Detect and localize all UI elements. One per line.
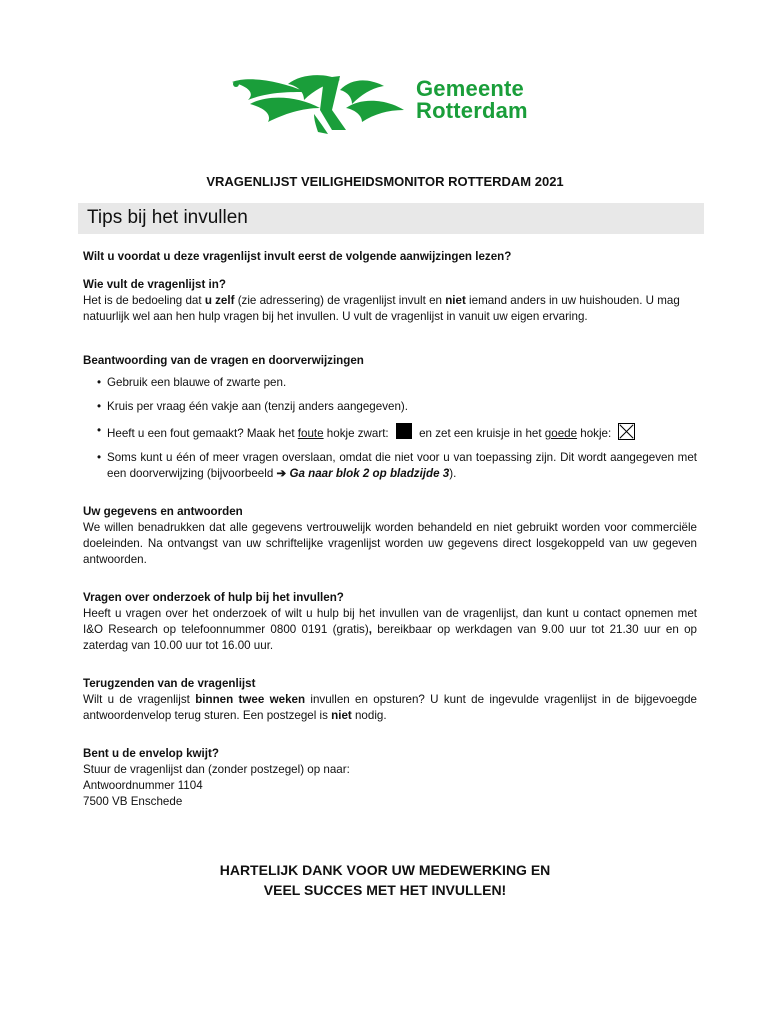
page-title: VRAGENLIJST VEILIGHEIDSMONITOR ROTTERDAM 2021 bbox=[206, 174, 564, 189]
return-text: Wilt u de vragenlijst binnen twee weken invullen en opsturen? U kunt de ingevulde vragenlijst in de bijgevoegde antwoordenvelop terug sturen. Een postzegel is niet nodig. bbox=[83, 693, 697, 722]
list-item: • Gebruik een blauwe of zwarte pen. bbox=[83, 375, 697, 391]
data-block bbox=[83, 504, 697, 568]
logo-wordmark bbox=[416, 78, 528, 122]
envelope-heading: Bent u de envelop kwijt? bbox=[83, 747, 219, 760]
logo-line-2: Rotterdam bbox=[416, 98, 528, 123]
return-block bbox=[83, 676, 697, 724]
closing-message bbox=[0, 860, 770, 900]
answering-list bbox=[83, 375, 697, 482]
rotterdam-leaf-logo-icon bbox=[228, 70, 408, 136]
who-block bbox=[83, 277, 697, 325]
envelope-line-3: 7500 VB Enschede bbox=[83, 795, 183, 808]
intro-text: Wilt u voordat u deze vragenlijst invult eerst de volgende aanwijzingen lezen? bbox=[83, 250, 512, 263]
list-item: • Soms kunt u één of meer vragen overslaan, omdat die niet voor u van toepassing zijn. Dit wordt aangegeven met een doorverwijzing (bijvoorbeeld ➔ Ga naar blok 2 op bladzijde 3). bbox=[83, 450, 697, 482]
who-heading: Wie vult de vragenlijst in? bbox=[83, 278, 226, 291]
envelope-line-2: Antwoordnummer 1104 bbox=[83, 779, 203, 792]
return-heading: Terugzenden van de vragenlijst bbox=[83, 677, 256, 690]
filled-box-icon bbox=[396, 423, 412, 439]
answering-block bbox=[83, 353, 697, 482]
envelope-block bbox=[83, 746, 697, 810]
data-text: We willen benadrukken dat alle gegevens vertrouwelijk worden behandeld en niet gebruikt worden voor commerciële doeleinden. Na ontvangst van uw schriftelijke vragenlijst worden uw gegevens direct losgekoppeld van uw gegeven antwoorden. bbox=[83, 521, 697, 566]
help-text: Heeft u vragen over het onderzoek of wilt u hulp bij het invullen van de vragenlijst, dan kunt u contact opnemen met I&O Research op telefoonnummer 0800 0191 (gratis), bereikbaar op werkdagen van 9.00 uur tot 21.30 uur en op zaterdag van 10.00 uur tot 16.00 uur. bbox=[83, 607, 698, 652]
closing-line-1: HARTELIJK DANK VOOR UW MEDEWERKING EN bbox=[219, 862, 551, 878]
logo-line-1: Gemeente bbox=[416, 76, 524, 101]
list-item: • Heeft u een fout gemaakt? Maak het foute hokje zwart: en zet een kruisje in het goede hokje: bbox=[83, 423, 697, 442]
section-heading-bar bbox=[78, 203, 704, 234]
help-block bbox=[83, 590, 697, 654]
data-heading: Uw gegevens en antwoorden bbox=[83, 505, 243, 518]
crossed-box-icon bbox=[618, 423, 635, 440]
envelope-line-1: Stuur de vragenlijst dan (zonder postzegel) op naar: bbox=[83, 763, 350, 776]
answering-heading: Beantwoording van de vragen en doorverwijzingen bbox=[83, 354, 364, 367]
who-text: Het is de bedoeling dat u zelf (zie adressering) de vragenlijst invult en niet iemand anders in uw huishouden. U mag natuurlijk wel aan hen hulp vragen bij het invullen. U vult de vragenlijst in vanuit uw eigen ervaring. bbox=[83, 294, 680, 323]
help-heading: Vragen over onderzoek of hulp bij het invullen? bbox=[83, 591, 344, 604]
closing-line-2: VEEL SUCCES MET HET INVULLEN! bbox=[263, 882, 507, 898]
gemeente-rotterdam-logo bbox=[228, 70, 548, 136]
arrow-right-icon: ➔ bbox=[276, 467, 287, 480]
section-heading: Tips bij het invullen bbox=[87, 207, 248, 228]
list-item: • Kruis per vraag één vakje aan (tenzij anders aangegeven). bbox=[83, 399, 697, 415]
instructions-content bbox=[83, 249, 697, 832]
